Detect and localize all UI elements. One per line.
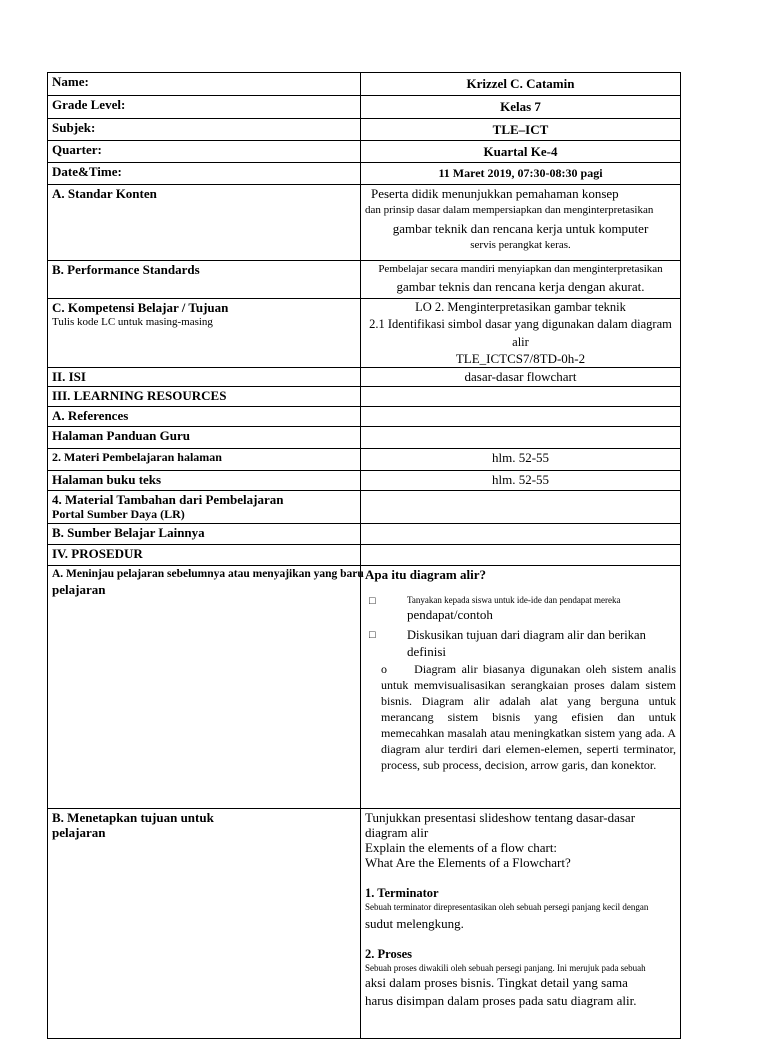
quarter-label: Quarter: (48, 141, 361, 163)
materi-value: hlm. 52-55 (361, 449, 681, 471)
prosedur-b-line: pelajaran (52, 825, 106, 840)
square-bullet-icon: □ (369, 595, 376, 607)
buku-value: hlm. 52-55 (361, 471, 681, 491)
table-row (48, 163, 681, 185)
performance-label: B. Performance Standards (48, 261, 361, 299)
empty-cell (361, 407, 681, 427)
guru-label: Halaman Panduan Guru (48, 427, 361, 449)
prosedur-a-line: A. Meninjau pelajaran sebelumnya atau menyajikan yang baru (52, 568, 364, 580)
grade-value: Kelas 7 (361, 96, 681, 119)
kompetensi-line: 2.1 Identifikasi simbol dasar yang digunakan dalam diagram alir (369, 317, 672, 349)
table-row (48, 261, 681, 299)
table-row (48, 491, 681, 524)
b-line: What Are the Elements of a Flowchart? (365, 855, 571, 870)
bullet-line: Tanyakan kepada siswa untuk ide-ide dan pendapat mereka (407, 595, 621, 605)
table-row (48, 449, 681, 471)
table-row (48, 524, 681, 545)
table-row (48, 566, 681, 809)
standar-konten-label: A. Standar Konten (48, 185, 361, 261)
b-line: Explain the elements of a flow chart: (365, 840, 558, 855)
table-row (48, 545, 681, 566)
tambahan-label (48, 491, 361, 524)
prosedur-a-line: pelajaran (52, 582, 106, 597)
prosedur-a-title: Apa itu diagram alir? (365, 567, 486, 582)
lainnya-label: B. Sumber Belajar Lainnya (48, 524, 361, 545)
table-row (48, 96, 681, 119)
performance-line: Pembelajar secara mandiri menyiapkan dan menginterpretasikan (378, 263, 663, 275)
standar-line: servis perangkat keras. (470, 239, 571, 251)
terminator-body: sudut melengkung. (365, 916, 464, 931)
date-value: 11 Maret 2019, 07:30-08:30 pagi (361, 163, 681, 185)
standar-line: Peserta didik menunjukkan pemahaman konsep (371, 186, 619, 201)
b-line: diagram alir (365, 825, 429, 840)
standar-line: dan prinsip dasar dalam mempersiapkan dan menginterpretasikan (365, 204, 654, 216)
name-label: Name: (48, 73, 361, 96)
table-row (48, 185, 681, 261)
prosedur-a-paragraph (365, 661, 676, 773)
proses-body: aksi dalam proses bisnis. Tingkat detail yang sama (365, 975, 628, 990)
bullet-line: pendapat/contoh (407, 607, 493, 622)
empty-cell (361, 545, 681, 566)
lesson-plan-table (47, 72, 681, 1039)
grade-label: Grade Level: (48, 96, 361, 119)
quarter-value: Kuartal Ke-4 (361, 141, 681, 163)
terminator-heading: 1. Terminator (365, 886, 439, 900)
isi-label: II. ISI (48, 368, 361, 387)
table-row (48, 471, 681, 491)
buku-label: Halaman buku teks (48, 471, 361, 491)
prosedur-a-content (361, 566, 681, 809)
table-row (48, 141, 681, 163)
table-row (48, 119, 681, 141)
bullet-text (407, 628, 646, 661)
paragraph-text: Diagram alir biasanya digunakan oleh sistem analis untuk memvisualisasikan serangkaian proses dalam sistem bisnis. Diagram alir adalah alat yang berguna untuk merancang sistem bisnis yang efisien dan untuk memecahkan masalah atau meningkatkan sistem yang ada. A diagram alur terdiri dari elemen-elemen, seperti terminator, process, sub process, decision, arrow garis, dan konektor. (381, 662, 676, 772)
prosedur-b-line: B. Menetapkan tujuan untuk (52, 810, 214, 825)
resources-label: III. LEARNING RESOURCES (48, 387, 361, 407)
subject-value: TLE–ICT (361, 119, 681, 141)
prosedur-a-label (48, 566, 364, 809)
isi-value: dasar-dasar flowchart (361, 368, 681, 387)
empty-cell (361, 387, 681, 407)
references-label: A. References (48, 407, 361, 427)
table-row (48, 427, 681, 449)
prosedur-b-content (361, 809, 681, 1039)
kompetensi-value (361, 299, 681, 368)
kompetensi-line: TLE_ICTCS7/8TD-0h-2 (455, 351, 586, 366)
date-label: Date&Time: (48, 163, 361, 185)
b-line: Tunjukkan presentasi slideshow tentang dasar-dasar (365, 810, 636, 825)
table-row (48, 387, 681, 407)
table-row (48, 368, 681, 387)
kompetensi-label (48, 299, 361, 368)
subject-label: Subjek: (48, 119, 361, 141)
prosedur-label: IV. PROSEDUR (48, 545, 361, 566)
table-row (48, 73, 681, 96)
standar-line: gambar teknik dan rencana kerja untuk komputer (392, 221, 649, 236)
empty-cell (361, 491, 681, 524)
circle-bullet-icon: o (381, 662, 387, 676)
kompetensi-title: C. Kompetensi Belajar / Tujuan (52, 300, 229, 315)
table-row (48, 407, 681, 427)
name-value: Krizzel C. Catamin (361, 73, 681, 96)
bullet-line: definisi (407, 644, 446, 659)
kompetensi-line: LO 2. Menginterpretasikan gambar teknik (415, 300, 626, 314)
standar-konten-value (361, 185, 681, 261)
empty-cell (361, 427, 681, 449)
materi-label: 2. Materi Pembelajaran halaman (48, 449, 361, 471)
proses-heading: 2. Proses (365, 947, 412, 961)
performance-value (361, 261, 681, 299)
list-item (365, 594, 676, 624)
bullet-text (407, 594, 621, 624)
prosedur-b-label (48, 809, 361, 1039)
proses-small: Sebuah proses diwakili oleh sebuah persegi panjang. Ini merujuk pada sebuah (365, 963, 646, 973)
tambahan-line: 4. Material Tambahan dari Pembelajaran (52, 492, 284, 507)
proses-body: harus disimpan dalam proses pada satu diagram alir. (365, 993, 637, 1008)
terminator-small: Sebuah terminator direpresentasikan oleh sebuah persegi panjang kecil dengan (365, 902, 649, 912)
list-item (365, 628, 676, 661)
square-bullet-icon: □ (369, 629, 376, 641)
table-row (48, 299, 681, 368)
performance-line: gambar teknis dan rencana kerja dengan akurat. (396, 279, 645, 294)
tambahan-line: Portal Sumber Daya (LR) (52, 507, 185, 521)
kompetensi-sub: Tulis kode LC untuk masing-masing (52, 316, 213, 328)
table-row (48, 809, 681, 1039)
bullet-line: Diskusikan tujuan dari diagram alir dan berikan (407, 628, 646, 642)
empty-cell (361, 524, 681, 545)
